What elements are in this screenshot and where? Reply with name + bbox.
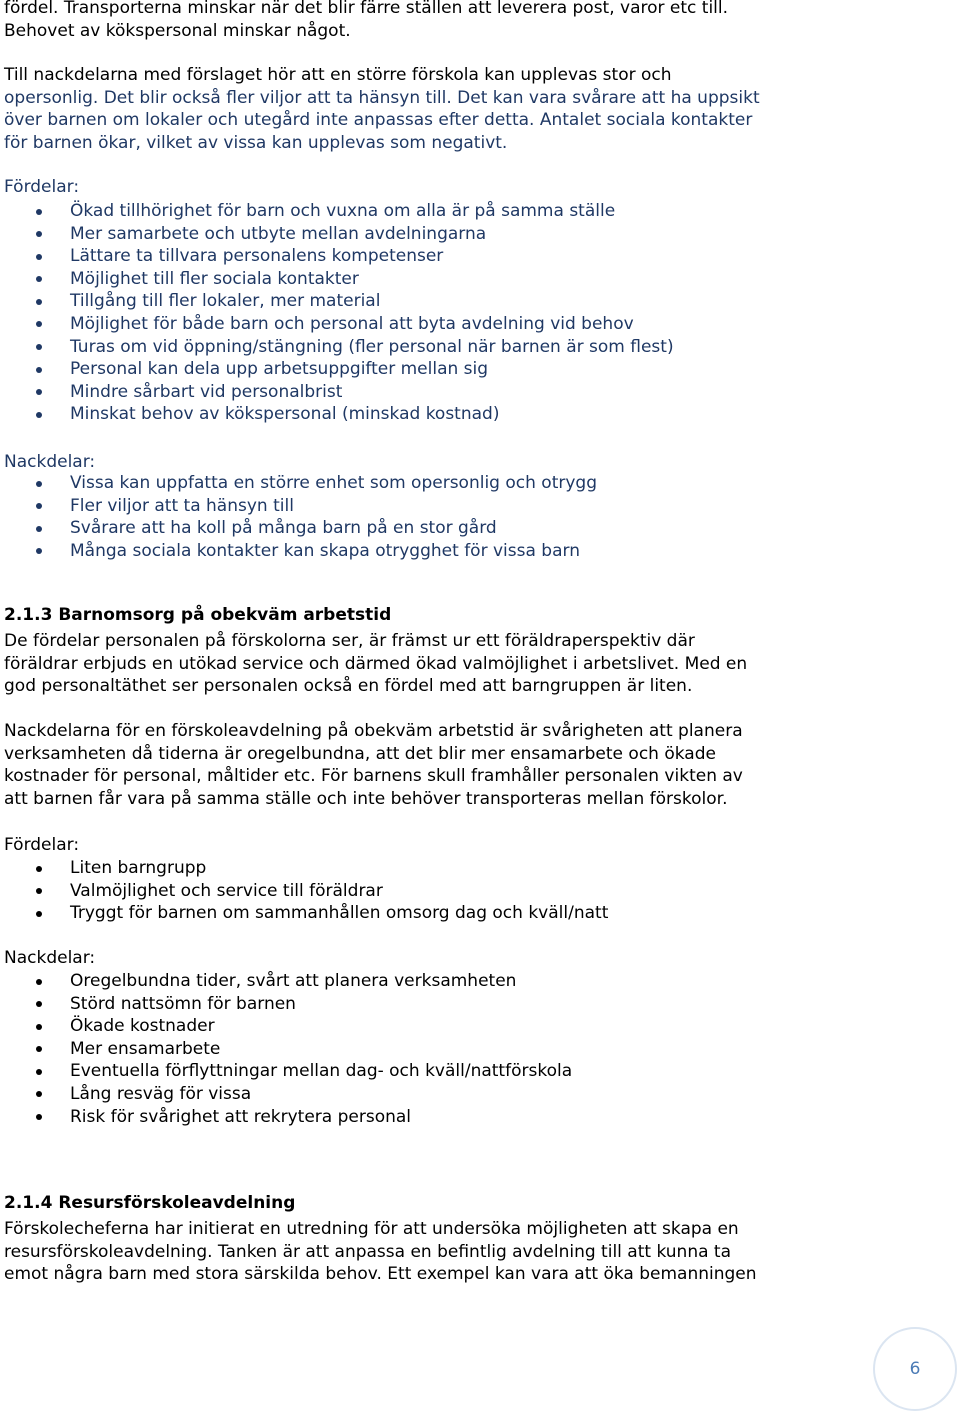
list-item: Mer ensamarbete (0, 1038, 950, 1061)
bullet-icon (36, 209, 42, 215)
list-item: Tillgång till fler lokaler, mer material (0, 290, 950, 313)
list-item: Möjlighet för både barn och personal att byta avdelning vid behov (0, 313, 950, 336)
list-item: Liten barngrupp (0, 857, 950, 880)
bullet-icon (36, 344, 42, 350)
intro-line: Behovet av kökspersonal minskar något. (4, 20, 351, 41)
list-item: Tryggt för barnen om sammanhållen omsorg dag och kväll/natt (0, 902, 950, 925)
bullet-icon (36, 1069, 42, 1075)
fordelar-heading: Fördelar: (4, 177, 80, 197)
paragraph-line: att barnen får vara på samma ställe och inte behöver transporteras mellan förskolor. (4, 788, 728, 809)
nackdelar-intro-line: opersonlig. Det blir också fler viljor att ta hänsyn till. Det kan vara svårare att ha uppsikt (4, 87, 760, 108)
list-item: Oregelbundna tider, svårt att planera verksamheten (0, 970, 950, 993)
bullet-icon (36, 1091, 42, 1097)
list-item: Många sociala kontakter kan skapa otrygghet för vissa barn (0, 540, 950, 563)
paragraph-line: resursförskoleavdelning. Tanken är att anpassa en befintlig avdelning till att kunna ta (4, 1241, 731, 1262)
list-item: Mer samarbete och utbyte mellan avdelningarna (0, 223, 950, 246)
paragraph-line: verksamheten då tiderna är oregelbundna, att det blir mer ensamarbete och ökade (4, 743, 716, 764)
paragraph-line: emot några barn med stora särskilda behov. Ett exempel kan vara att öka bemanningen (4, 1264, 757, 1285)
list-item: Personal kan dela upp arbetsuppgifter mellan sig (0, 358, 950, 381)
bullet-icon (36, 1024, 42, 1030)
list-item: Svårare att ha koll på många barn på en stor gård (0, 517, 950, 540)
nackdelar-intro-paragraph (4, 64, 954, 154)
bullet-icon (36, 321, 42, 327)
paragraph-line: Nackdelarna för en förskoleavdelning på obekväm arbetstid är svårigheten att planera (4, 721, 743, 741)
section-heading-2-1-4: 2.1.4 Resursförskoleavdelning (4, 1193, 296, 1213)
bullet-icon (36, 1046, 42, 1052)
nackdelar-heading: Nackdelar: (4, 948, 96, 968)
bullet-icon (36, 1114, 42, 1120)
bullet-icon (36, 481, 42, 487)
fordelar-heading: Fördelar: (4, 835, 80, 855)
list-item: Valmöjlighet och service till föräldrar (0, 880, 950, 903)
list-item: Eventuella förflyttningar mellan dag- och kväll/nattförskola (0, 1060, 950, 1083)
bullet-icon (36, 412, 42, 418)
list-item: Ökade kostnader (0, 1015, 950, 1038)
nackdelar-list (0, 970, 950, 1128)
list-item: Lättare ta tillvara personalens kompetenser (0, 245, 950, 268)
section2-paragraph-1 (4, 630, 954, 698)
nackdelar-heading: Nackdelar: (4, 452, 96, 472)
list-item: Minskat behov av kökspersonal (minskad kostnad) (0, 403, 950, 426)
section2-paragraph-2 (4, 720, 954, 810)
paragraph-line: föräldrar erbjuds en utökad service och därmed ökad valmöjlighet i arbetslivet. Med en (4, 653, 748, 674)
nackdelar-intro-line: Till nackdelarna med förslaget hör att en större förskola kan upplevas stor och (4, 65, 672, 85)
list-item: Ökad tillhörighet för barn och vuxna om alla är på samma ställe (0, 200, 950, 223)
bullet-icon (36, 526, 42, 532)
bullet-icon (36, 548, 42, 554)
intro-paragraph (4, 0, 954, 42)
list-item: Turas om vid öppning/stängning (fler personal när barnen är som flest) (0, 336, 950, 359)
bullet-icon (36, 503, 42, 509)
nackdelar-intro-line: för barnen ökar, vilket av vissa kan upplevas som negativt. (4, 132, 508, 153)
paragraph-line: kostnader för personal, måltider etc. För barnens skull framhåller personalen vikten av (4, 766, 743, 787)
list-item: Störd nattsömn för barnen (0, 993, 950, 1016)
paragraph-line: god personaltäthet ser personalen också en fördel med att barngruppen är liten. (4, 676, 693, 697)
nackdelar-intro-line: över barnen om lokaler och utegård inte anpassas efter detta. Antalet sociala kontakter (4, 110, 753, 131)
fordelar-list (0, 857, 950, 925)
fordelar-list (0, 200, 950, 426)
page-number-label: 6 (909, 1359, 921, 1379)
bullet-icon (36, 367, 42, 373)
bullet-icon (36, 866, 42, 872)
bullet-icon (36, 299, 42, 305)
paragraph-line: De fördelar personalen på förskolorna ser, är främst ur ett föräldraperspektiv där (4, 631, 695, 651)
bullet-icon (36, 888, 42, 894)
bullet-icon (36, 231, 42, 237)
page-number (873, 1327, 957, 1411)
paragraph-line: Förskolecheferna har initierat en utredning för att undersöka möjligheten att skapa en (4, 1219, 739, 1239)
list-item: Möjlighet till fler sociala kontakter (0, 268, 950, 291)
nackdelar-list (0, 472, 950, 562)
intro-line: fördel. Transporterna minskar när det blir färre ställen att leverera post, varor etc till. (4, 0, 729, 18)
bullet-icon (36, 1001, 42, 1007)
list-item: Lång resväg för vissa (0, 1083, 950, 1106)
bullet-icon (36, 389, 42, 395)
bullet-icon (36, 979, 42, 985)
section-heading-2-1-3: 2.1.3 Barnomsorg på obekväm arbetstid (4, 605, 392, 625)
list-item: Vissa kan uppfatta en större enhet som opersonlig och otrygg (0, 472, 950, 495)
bullet-icon (36, 911, 42, 917)
list-item: Fler viljor att ta hänsyn till (0, 495, 950, 518)
list-item: Mindre sårbart vid personalbrist (0, 381, 950, 404)
list-item: Risk för svårighet att rekrytera personal (0, 1106, 950, 1129)
bullet-icon (36, 276, 42, 282)
bullet-icon (36, 254, 42, 260)
section3-paragraph (4, 1218, 954, 1286)
